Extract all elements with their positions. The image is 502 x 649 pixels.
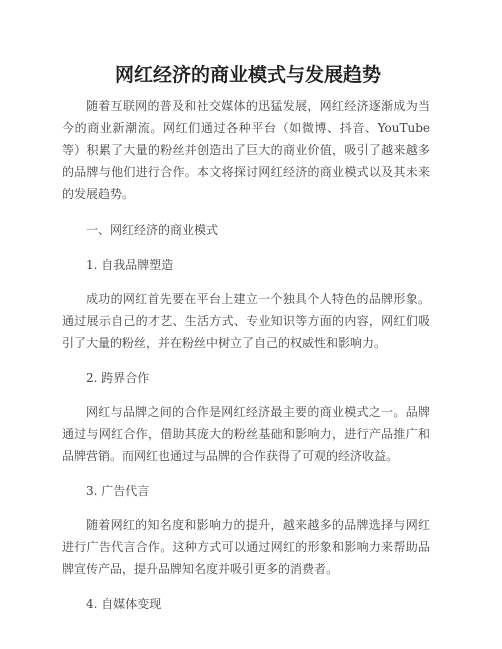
subsection-heading-crossover: 2. 跨界合作: [86, 371, 150, 385]
subsection-body-crossover: 网红与品牌之间的合作是网红经济最主要的商业模式之一。品牌通过与网红合作，借助其庞大的粉丝基础和影响力，进行产品推广和品牌营销。而网红也通过与品牌的合作获得了可观的经济收益。: [62, 405, 430, 463]
subsection-heading-endorsement: 3. 广告代言: [86, 484, 150, 498]
subsection-body-endorsement: 随着网红的知名度和影响力的提升，越来越多的品牌选择与网红进行广告代言合作。这种方式可以通过网红的形象和影响力来帮助品牌宣传产品，提升品牌知名度并吸引更多的消费者。: [62, 518, 430, 576]
section-heading-business-models: 一、网红经济的商业模式: [86, 223, 219, 237]
subsection-body-self-branding: 成功的网红首先要在平台上建立一个独具个人特色的品牌形象。通过展示自己的才艺、生活方式、专业知识等方面的内容，网红们吸引了大量的粉丝，并在粉丝中树立了自己的权威性和影响力。: [62, 292, 430, 350]
subsection-heading-self-media: 4. 自媒体变现: [86, 597, 162, 611]
document-title: 网红经济的商业模式与发展趋势: [114, 64, 381, 86]
subsection-heading-self-branding: 1. 自我品牌塑造: [86, 258, 174, 272]
intro-paragraph: 随着互联网的普及和社交媒体的迅猛发展，网红经济逐渐成为当今的商业新潮流。网红们通过各种平台（如微博、抖音、YouTube等）积累了大量的粉丝并创造出了巨大的商业价值，吸引了越来越多的品牌与他们进行合作。本文将探讨网红经济的商业模式以及其未来的发展趋势。: [62, 99, 430, 201]
